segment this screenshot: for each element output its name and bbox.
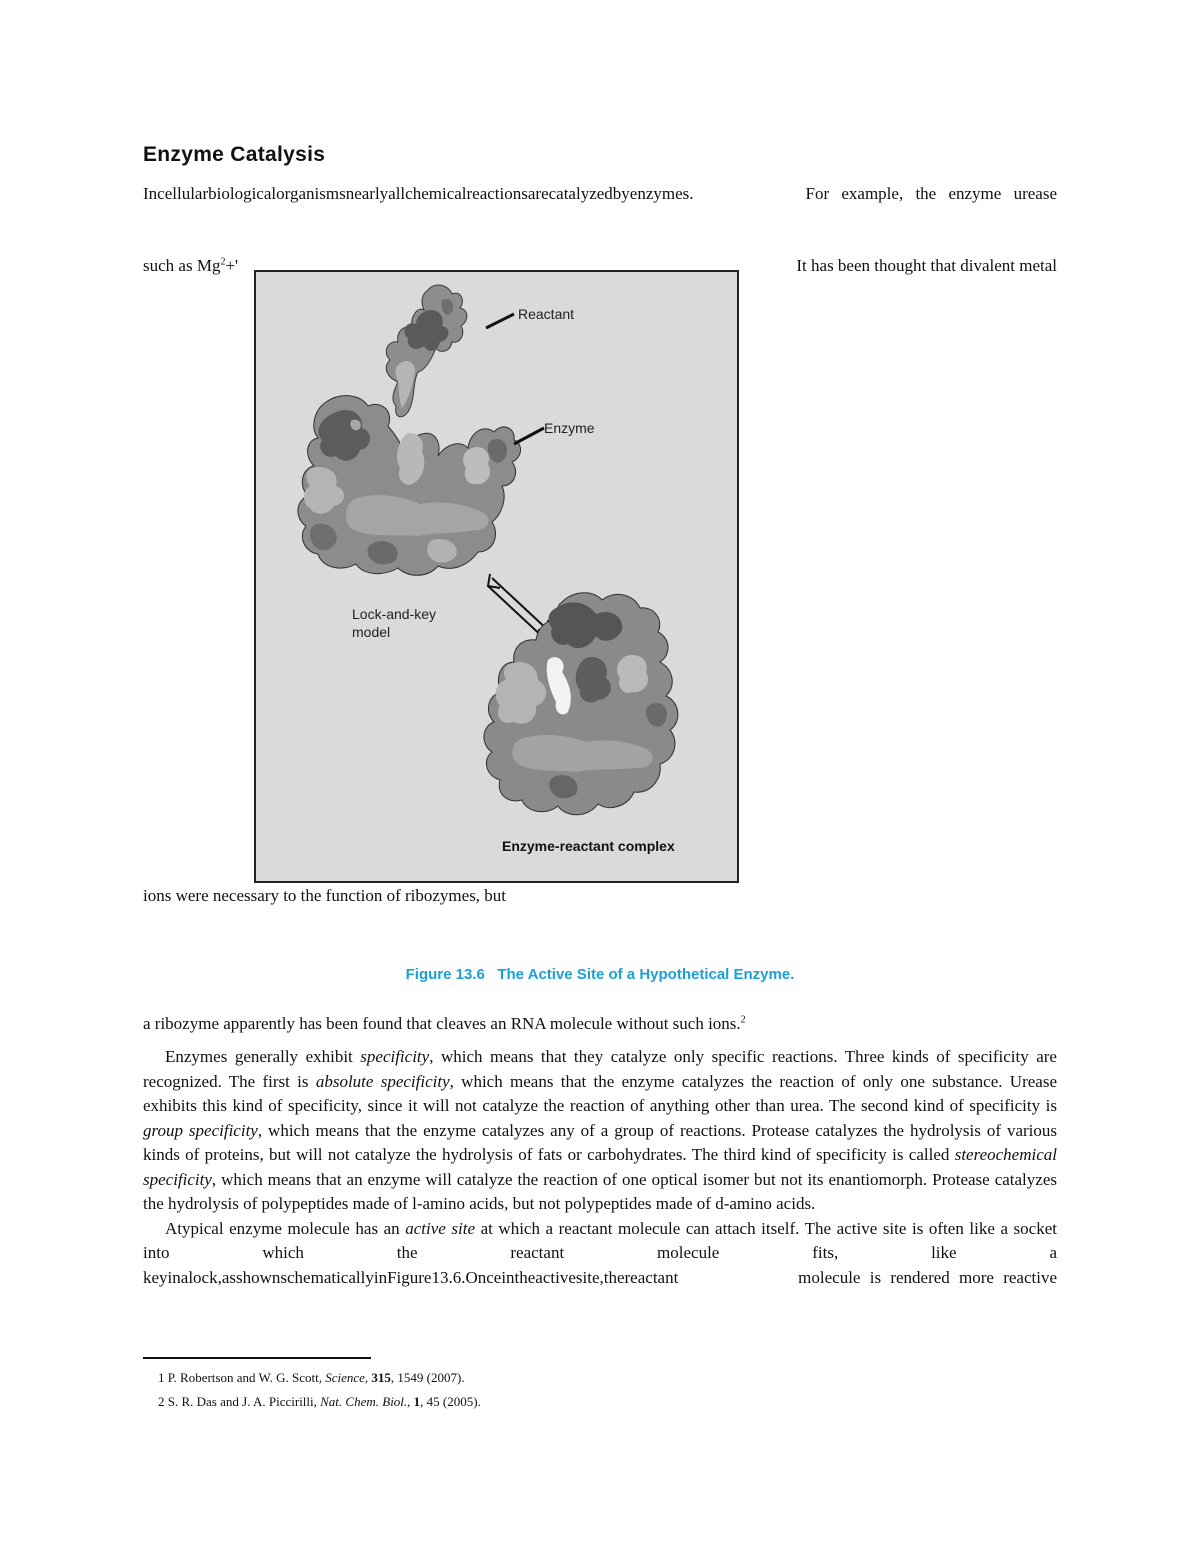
section-heading: Enzyme Catalysis: [143, 143, 326, 166]
term-stereochemical-specificity: stereochemical specificity: [143, 1145, 1057, 1189]
intro-example-text: For example, the enzyme urease: [805, 184, 1057, 203]
footnote-divider: [143, 1357, 371, 1359]
term-specificity: specificity: [360, 1047, 430, 1066]
intro-line: [143, 184, 1057, 204]
mg-line-left: [143, 256, 238, 276]
term-active-site: active site: [405, 1218, 476, 1238]
reactive-text: molecule is rendered more reactive: [798, 1267, 1057, 1287]
ions-line: ions were necessary to the function of ribozymes, but: [143, 886, 507, 905]
specificity-paragraph: Enzymes generally exhibit specificity, which means that they catalyze only specific reactions. Three kinds of specificity are recognized. The first is absolute specificity, which means that the enzyme catalyzes the reaction of only one substance. Urease exhibits this kind of specificity, since it will not catalyze the reaction of anything other than urea. The second kind of specificity is group specificity, which means that the enzyme catalyzes any of a group of reactions. Protease catalyzes the hydrolysis of various kinds of proteins, but will not catalyze the hydrolysis of fats or carbohydrates. The third kind of specificity is called stereochemical specificity, which means that an enzyme will catalyze the reaction of one optical isomer but not its enantiomorph. Protease catalyzes the hydrolysis of polypeptides made of l-amino acids, but not polypeptides made of d-amino acids.: [143, 1047, 1057, 1213]
model-label-line-1: Lock-and-key: [352, 606, 437, 622]
enzyme-shape: [298, 396, 521, 576]
footnote-2: 2 S. R. Das and J. A. Piccirilli, Nat. Chem. Biol., 1, 45 (2005).: [158, 1394, 481, 1409]
complex-label: Enzyme-reactant complex: [502, 838, 675, 854]
enzyme-label: Enzyme: [544, 420, 595, 436]
reactant-shape: [386, 285, 467, 417]
term-group-specificity: group specificity: [143, 1120, 258, 1140]
run-on-text: keyinalock,asshownschematicallyinFigure13.6.Onceintheactivesite,thereactant: [143, 1267, 679, 1287]
mg-line-right: It has been thought that divalent metal: [796, 256, 1057, 275]
body-text: [143, 1045, 1057, 1290]
figure-caption: Figure 13.6 The Active Site of a Hypothetical Enzyme.: [405, 966, 795, 983]
term-absolute-specificity: absolute specificity: [315, 1071, 450, 1091]
ribozyme-line: [143, 1014, 746, 1034]
model-label-line-2: model: [352, 624, 391, 640]
intro-run-on-text: Incellularbiologicalorganismsnearlyallchemicalreactionsarecatalyzedbyenzymes.: [143, 184, 694, 203]
reactant-pointer-line: [486, 314, 514, 328]
enzyme-figure: [254, 270, 739, 883]
mg-text: such as Mg: [143, 256, 221, 275]
mg-superscript: 2: [220, 256, 226, 268]
enzyme-pointer-line: [514, 428, 544, 444]
reactant-label: Reactant: [518, 306, 575, 322]
complex-shape: [484, 593, 678, 815]
active-site-paragraph: Atypical enzyme molecule has an active site at which a reactant molecule can attach itself. The active site is often like a socket into which the reactant molecule fits, like a: [143, 1218, 1057, 1262]
active-site-last-line: [143, 1266, 1057, 1291]
enzyme-figure-illustration: [256, 272, 739, 883]
footnote-ref-2: 2: [740, 1014, 746, 1026]
ribozyme-text: a ribozyme apparently has been found that cleaves an RNA molecule without such ions.: [143, 1014, 741, 1033]
mg-tail: +': [225, 256, 239, 275]
footnote-1: 1 P. Robertson and W. G. Scott, Science, 315, 1549 (2007).: [158, 1370, 465, 1385]
